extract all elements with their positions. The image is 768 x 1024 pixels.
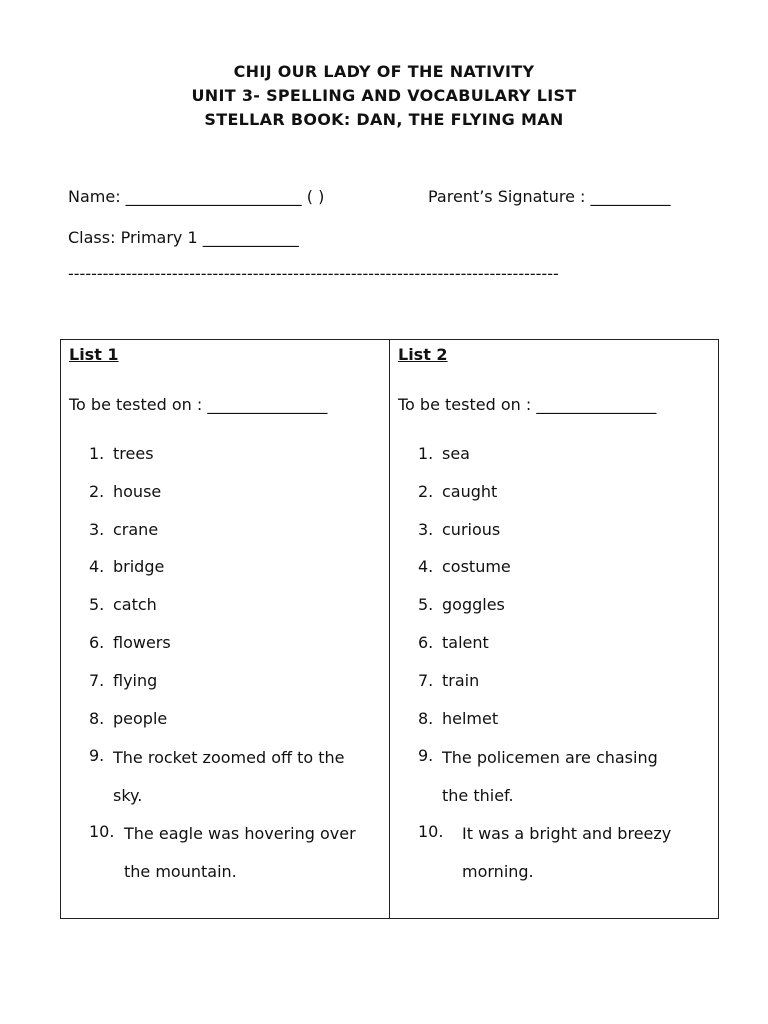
item-number: 4. xyxy=(418,557,434,577)
list-item xyxy=(390,671,718,709)
item-text: goggles xyxy=(442,595,505,615)
item-number: 5. xyxy=(89,595,105,615)
item-number: 7. xyxy=(89,670,105,690)
list-2-column xyxy=(389,340,718,918)
item-number: 3. xyxy=(418,519,434,539)
item-number: 8. xyxy=(89,708,105,728)
item-text: catch xyxy=(113,595,157,615)
list-item xyxy=(61,822,389,898)
item-text: talent xyxy=(442,632,489,652)
item-text: bridge xyxy=(113,557,165,577)
list-2-tested-on: To be tested on : _______________ xyxy=(398,395,657,414)
list-item xyxy=(61,595,389,633)
spelling-lists-table xyxy=(60,339,719,919)
item-number: 7. xyxy=(418,670,434,690)
class-field: Class: Primary 1 ____________ xyxy=(68,228,299,247)
item-number: 1. xyxy=(89,444,105,463)
item-text: flowers xyxy=(113,632,171,652)
item-number: 6. xyxy=(89,632,105,652)
list-2-items xyxy=(390,444,718,898)
list-1-tested-on: To be tested on : _______________ xyxy=(69,395,328,414)
item-text: trees xyxy=(113,444,154,463)
list-item xyxy=(61,671,389,709)
parent-signature-field: Parent’s Signature : __________ xyxy=(428,187,671,206)
item-text: crane xyxy=(113,519,159,539)
list-item xyxy=(390,557,718,595)
item-text: It was a bright and breezy morning. xyxy=(462,824,672,882)
item-text: people xyxy=(113,708,168,728)
item-text: The eagle was hovering over the mountain. xyxy=(124,824,356,882)
item-text: helmet xyxy=(442,708,499,728)
list-item xyxy=(390,822,718,898)
item-text: flying xyxy=(113,670,158,690)
item-number: 8. xyxy=(418,708,434,728)
item-number: 9. xyxy=(89,746,105,766)
school-name: CHIJ OUR LADY OF THE NATIVITY xyxy=(233,62,535,81)
list-item xyxy=(390,444,718,482)
list-2-heading: List 2 xyxy=(398,345,448,364)
list-item xyxy=(390,595,718,633)
dashed-divider: ------------------------------------------------------------------------------------- xyxy=(68,264,559,283)
list-item xyxy=(390,746,718,822)
list-item xyxy=(61,557,389,595)
item-text: sea xyxy=(442,444,470,463)
list-item xyxy=(61,520,389,558)
item-number: 10. xyxy=(89,822,115,842)
document-title xyxy=(0,60,768,132)
item-number: 3. xyxy=(89,519,105,539)
item-number: 2. xyxy=(89,481,105,501)
item-text: caught xyxy=(442,481,498,501)
list-item xyxy=(390,520,718,558)
item-number: 10. xyxy=(418,822,444,842)
list-1-items xyxy=(61,444,389,898)
unit-title: UNIT 3- SPELLING AND VOCABULARY LIST xyxy=(191,86,577,105)
name-field: Name: ______________________ ( ) xyxy=(68,187,325,206)
list-item xyxy=(390,482,718,520)
item-number: 5. xyxy=(418,595,434,615)
item-number: 6. xyxy=(418,632,434,652)
item-number: 2. xyxy=(418,481,434,501)
list-item xyxy=(61,444,389,482)
list-item xyxy=(390,633,718,671)
item-number: 1. xyxy=(418,444,434,463)
list-1-heading: List 1 xyxy=(69,345,119,364)
list-item xyxy=(61,482,389,520)
item-text: curious xyxy=(442,519,501,539)
item-text: train xyxy=(442,670,480,690)
item-text: house xyxy=(113,481,162,501)
list-item xyxy=(61,633,389,671)
item-text: The policemen are chasing the thief. xyxy=(442,748,658,806)
list-1-column xyxy=(61,340,389,918)
item-text: The rocket zoomed off to the sky. xyxy=(113,748,345,806)
item-number: 4. xyxy=(89,557,105,577)
item-number: 9. xyxy=(418,746,434,766)
item-text: costume xyxy=(442,557,511,577)
book-title: STELLAR BOOK: DAN, THE FLYING MAN xyxy=(204,110,564,129)
list-item xyxy=(61,746,389,822)
